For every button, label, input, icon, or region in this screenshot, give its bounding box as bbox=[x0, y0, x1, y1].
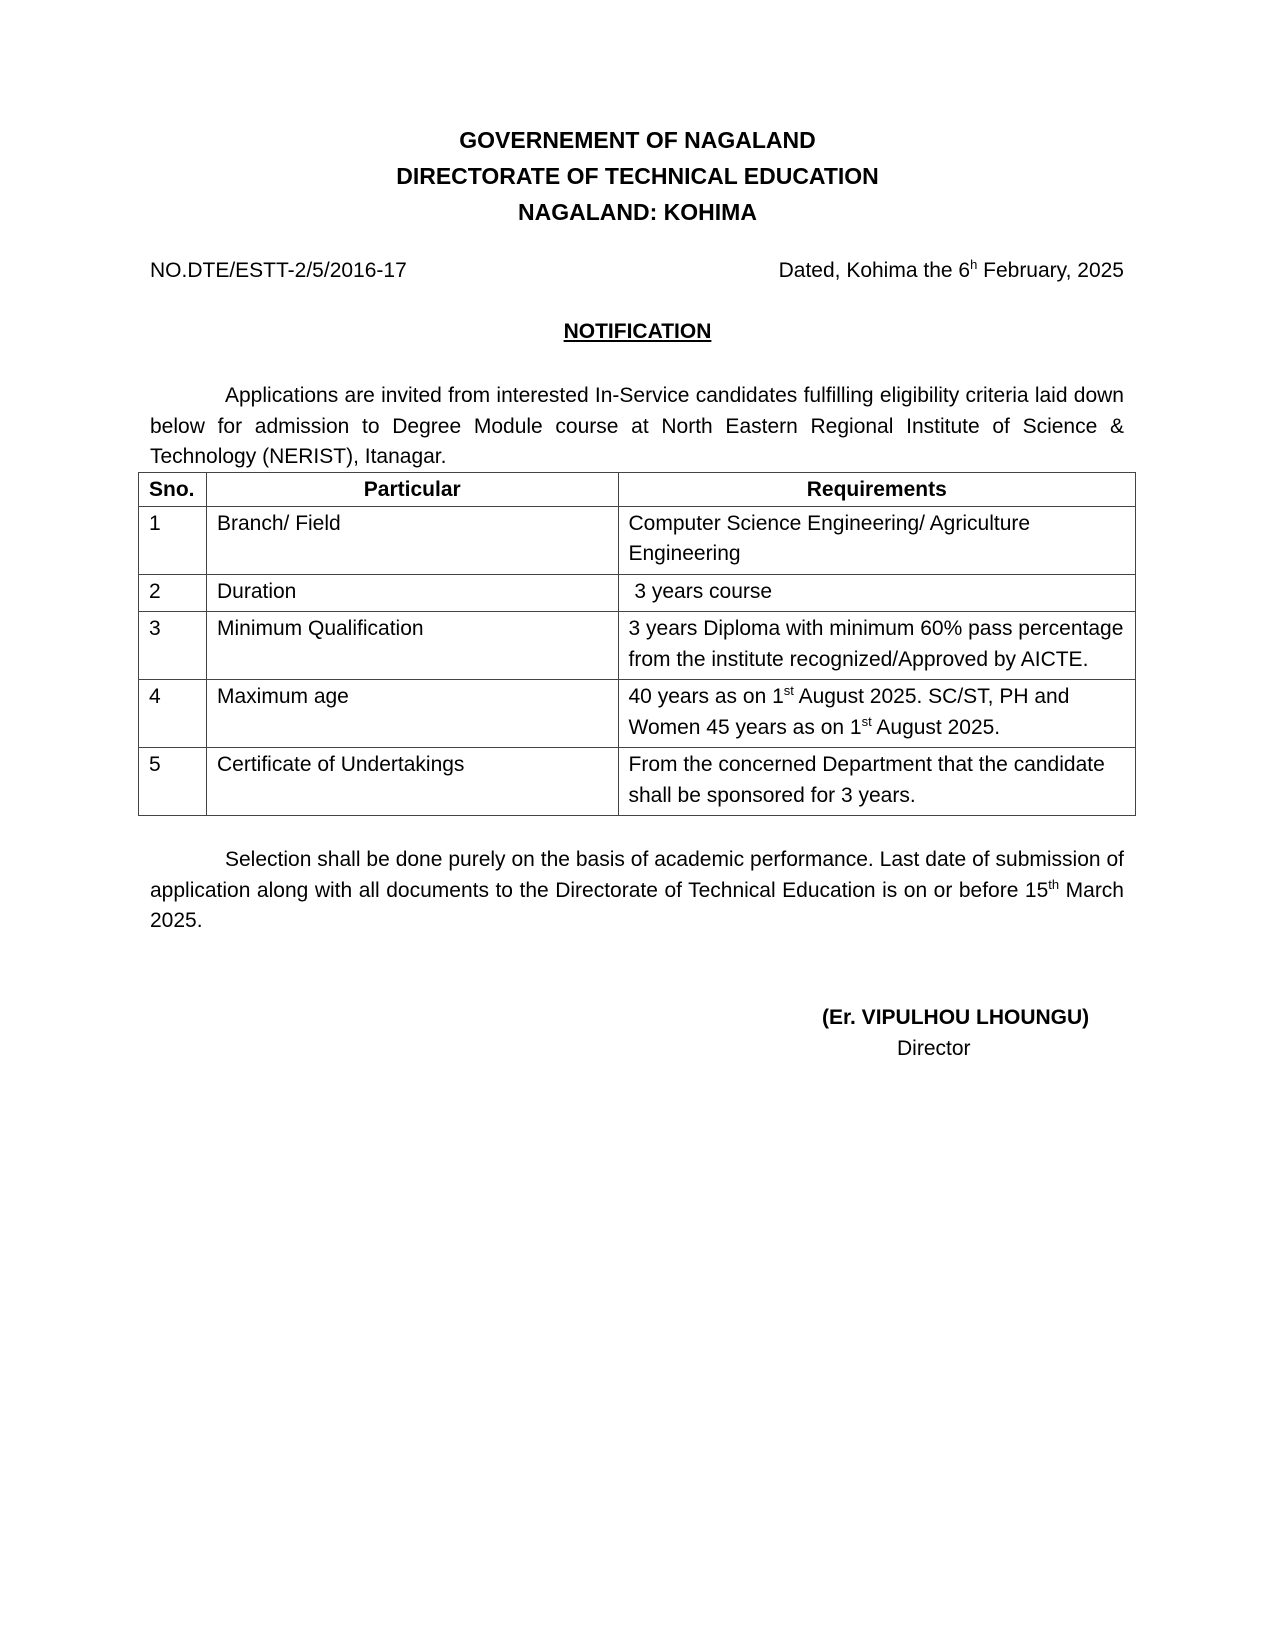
cell-requirement: 40 years as on 1st August 2025. SC/ST, PH and Women 45 years as on 1st August 2025. bbox=[618, 680, 1136, 748]
cell-sno: 5 bbox=[139, 748, 207, 816]
letterhead-government: GOVERNEMENT OF NAGALAND bbox=[459, 127, 816, 153]
table-row bbox=[139, 748, 1136, 816]
cell-requirement: 3 years course bbox=[618, 574, 1136, 612]
letterhead-location: NAGALAND: KOHIMA bbox=[518, 199, 757, 225]
reference-date: Dated, Kohima the 6$^h$ February, 2025 bbox=[778, 257, 1124, 282]
signatory-title: Director bbox=[897, 1036, 971, 1060]
cell-sno: 3 bbox=[139, 612, 207, 680]
cell-sno: 4 bbox=[139, 680, 207, 748]
cell-requirement: From the concerned Department that the candidate shall be sponsored for 3 years. bbox=[618, 748, 1136, 816]
column-header-particular: Particular bbox=[206, 473, 618, 507]
letterhead bbox=[0, 122, 1275, 230]
column-header-requirements: Requirements bbox=[618, 473, 1136, 507]
table-row bbox=[139, 680, 1136, 748]
column-header-sno: Sno. bbox=[139, 473, 207, 507]
intro-paragraph: Applications are invited from interested In-Service candidates fulfilling eligibility criteria laid down below for admission to Degree Module course at North Eastern Regional Institute of Science & Technology (NERIST), Itanagar. bbox=[150, 384, 1124, 468]
signature-block bbox=[822, 1003, 1089, 1064]
table-row bbox=[139, 506, 1136, 574]
closing-paragraph: Selection shall be done purely on the basis of academic performance. Last date of submission of application along with all documents to the Directorate of Technical Education is on or before 15th March 2025. bbox=[150, 848, 1124, 932]
cell-particular: Certificate of Undertakings bbox=[206, 748, 618, 816]
cell-sno: 1 bbox=[139, 506, 207, 574]
cell-particular: Maximum age bbox=[206, 680, 618, 748]
letterhead-directorate: DIRECTORATE OF TECHNICAL EDUCATION bbox=[396, 163, 879, 189]
cell-particular: Duration bbox=[206, 574, 618, 612]
cell-requirement: Computer Science Engineering/ Agriculture Engineering bbox=[618, 506, 1136, 574]
cell-particular: Branch/ Field bbox=[206, 506, 618, 574]
table-row bbox=[139, 574, 1136, 612]
signatory-name: (Er. VIPULHOU LHOUNGU) bbox=[822, 1006, 1090, 1029]
cell-particular: Minimum Qualification bbox=[206, 612, 618, 680]
cell-requirement: 3 years Diploma with minimum 60% pass percentage from the institute recognized/Approved by AICTE. bbox=[618, 612, 1136, 680]
reference-number: NO.DTE/ESTT-2/5/2016-17 bbox=[150, 259, 407, 282]
notification-heading: NOTIFICATION bbox=[563, 320, 712, 343]
table-header-row bbox=[139, 473, 1136, 507]
reference-line bbox=[150, 259, 1124, 283]
cell-sno: 2 bbox=[139, 574, 207, 612]
table-row bbox=[139, 612, 1136, 680]
eligibility-table bbox=[138, 472, 1136, 816]
